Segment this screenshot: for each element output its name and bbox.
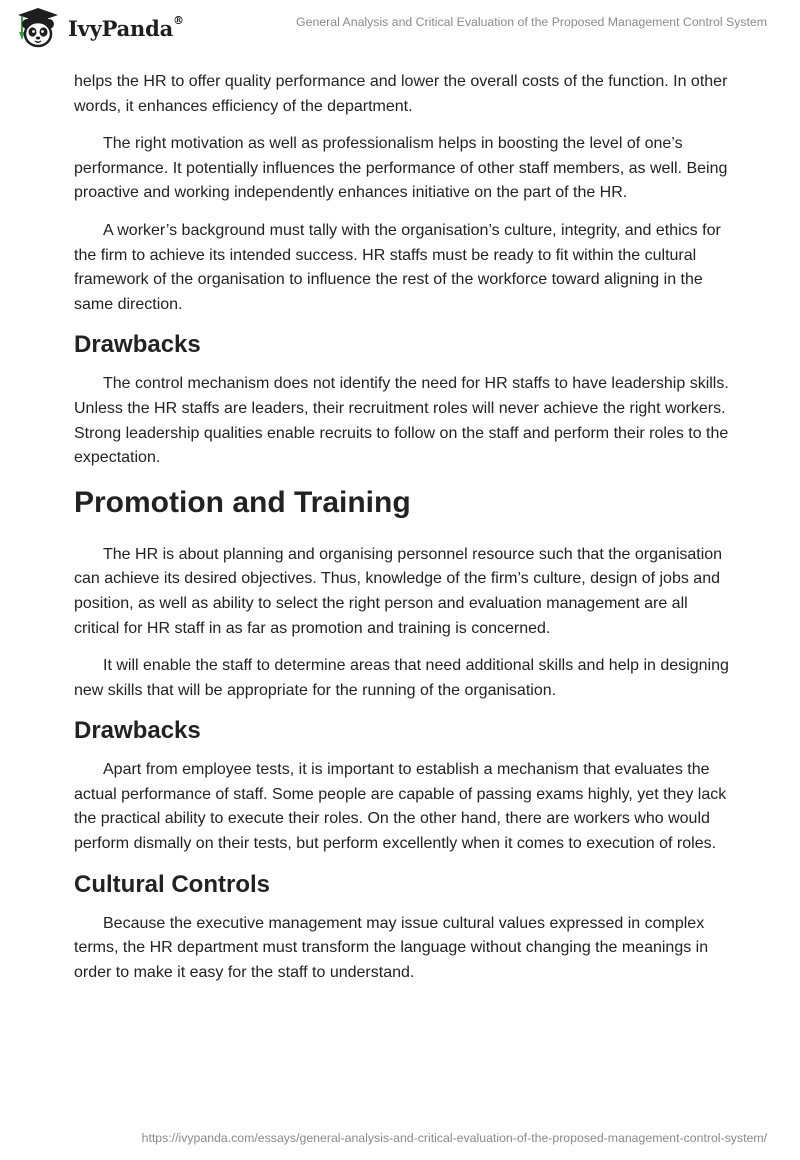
paragraph: A worker’s background must tally with the organisation’s culture, integrity, and ethics for the firm to achieve its intended success. HR staffs must be ready to fit within the cultural framework of the organisation to influence the rest of the workforce toward aligning in the same direction. [74,221,721,313]
section-heading-cultural-controls: Cultural Controls [74,870,270,898]
document-title: General Analysis and Critical Evaluation of the Proposed Management Control System [296,15,767,29]
logo-wordmark: IvyPanda® [68,13,184,41]
essay-content [74,70,734,998]
paragraph: helps the HR to offer quality performance and lower the overall costs of the function. In other words, it enhances efficiency of the department. [74,73,728,115]
paragraph: The HR is about planning and organising personnel resource such that the organisation can achieve its desired objectives. Thus, knowledge of the firm’s culture, design of jobs and position, as well as ability to select the right person and evaluation management are all critical for HR staff in as far as promotion and training is concerned. [74,545,723,637]
paragraph: Apart from employee tests, it is important to establish a mechanism that evaluates the actual performance of staff. Some people are capable of passing exams highly, yet they lack the practical ability to execute their roles. On the other hand, there are workers who would perform dismally on their tests, but perform excellently when it comes to execution of roles. [74,761,727,853]
panda-graduate-icon [14,6,62,50]
page-header [0,0,800,70]
ivypanda-logo[interactable] [14,6,184,50]
section-heading-drawbacks: Drawbacks [74,331,201,359]
section-heading-drawbacks: Drawbacks [74,717,201,745]
section-heading-promotion-and-training: Promotion and Training [74,485,411,519]
paragraph: It will enable the staff to determine areas that need additional skills and help in designing new skills that will be appropriate for the running of the organisation. [74,657,729,699]
paragraph: The control mechanism does not identify the need for HR staffs to have leadership skills. Unless the HR staffs are leaders, their recruitment roles will never achieve the right workers. Strong leadership qualities enable recruits to follow on the staff and perform their roles to the expectation. [74,375,729,467]
source-url[interactable]: https://ivypanda.com/essays/general-analysis-and-critical-evaluation-of-the-proposed-management-control-system/ [141,1131,767,1145]
paragraph: The right motivation as well as professionalism helps in boosting the level of one’s performance. It potentially influences the performance of other staff members, as well. Being proactive and working independently enhances initiative on the part of the HR. [74,135,728,202]
paragraph: Because the executive management may issue cultural values expressed in complex terms, the HR department must transform the language without changing the meanings in order to make it easy for the staff to understand. [74,914,709,981]
